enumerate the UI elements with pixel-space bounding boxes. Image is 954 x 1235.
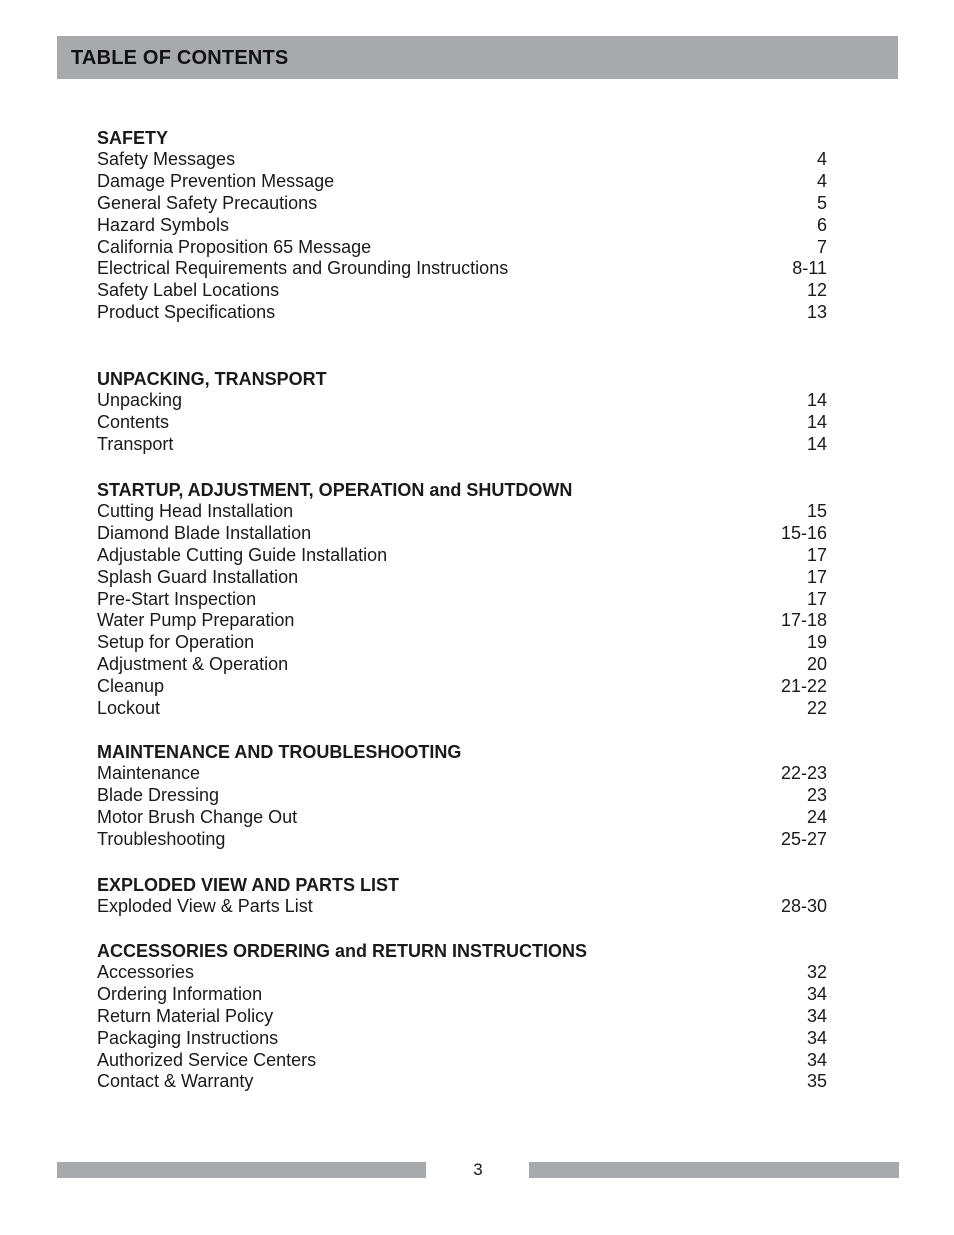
toc-entry (97, 763, 827, 785)
entry-title: Contact & Warranty (97, 1071, 254, 1092)
entry-title: Setup for Operation (97, 632, 255, 653)
toc-entry (97, 501, 827, 523)
toc-section (97, 127, 827, 324)
page-title: TABLE OF CONTENTS (71, 47, 289, 69)
toc-entry (97, 1006, 827, 1028)
footer-bar-left (57, 1162, 426, 1178)
entry-title: Maintenance (97, 763, 201, 783)
entry-title: Cleanup (97, 676, 165, 697)
entry-title: Safety Messages (97, 149, 236, 169)
entry-page-number: 15 (806, 501, 827, 521)
entry-title: Diamond Blade Installation (97, 522, 312, 543)
toc-entry (97, 523, 827, 545)
entry-page-number: 32 (806, 962, 827, 982)
entry-page-number: 28-30 (780, 896, 827, 916)
entry-page-number: 13 (806, 302, 827, 323)
entry-page-number: 7 (816, 236, 827, 257)
entry-page-number: 12 (806, 280, 827, 301)
section-heading: STARTUP, ADJUSTMENT, OPERATION and SHUTDOWN (97, 480, 573, 500)
entry-page-number: 17-18 (780, 610, 827, 631)
entry-page-number: 6 (816, 214, 827, 235)
toc-entry (97, 412, 827, 434)
entry-title: Packaging Instructions (97, 1027, 279, 1048)
section-heading: SAFETY (97, 128, 169, 148)
entry-title: Cutting Head Installation (97, 501, 294, 521)
section-heading: MAINTENANCE AND TROUBLESHOOTING (97, 742, 462, 762)
entry-title: Splash Guard Installation (97, 566, 299, 587)
toc-entry (97, 962, 827, 984)
entry-title: Troubleshooting (97, 828, 226, 849)
entry-title: Contents (97, 411, 170, 432)
entry-page-number: 23 (806, 784, 827, 805)
entry-page-number: 34 (806, 1005, 827, 1026)
entry-page-number: 5 (816, 192, 827, 213)
entry-title: Water Pump Preparation (97, 610, 295, 631)
entry-page-number: 14 (806, 411, 827, 432)
entry-title: Electrical Requirements and Grounding Instructions (97, 258, 509, 279)
toc-entry (97, 302, 827, 324)
entry-title: Accessories (97, 962, 195, 982)
entry-title: Exploded View & Parts List (97, 896, 313, 916)
entry-title: Damage Prevention Message (97, 170, 335, 191)
toc-entry (97, 654, 827, 676)
entry-page-number: 14 (806, 390, 827, 410)
header-bar (57, 36, 898, 79)
toc-entry (97, 171, 827, 193)
entry-page-number: 35 (806, 1071, 827, 1092)
toc-section (97, 368, 827, 456)
entry-page-number: 17 (806, 566, 827, 587)
entry-page-number: 22 (806, 698, 827, 719)
entry-title: General Safety Precautions (97, 192, 318, 213)
section-heading: UNPACKING, TRANSPORT (97, 369, 327, 389)
footer-bar-right (529, 1162, 899, 1178)
toc-entry (97, 434, 827, 456)
entry-page-number: 19 (806, 632, 827, 653)
toc-section (97, 874, 827, 918)
toc-entry (97, 545, 827, 567)
entry-page-number: 22-23 (780, 763, 827, 783)
toc-entry (97, 1028, 827, 1050)
entry-page-number: 17 (806, 588, 827, 609)
toc-entry (97, 149, 827, 171)
entry-title: Lockout (97, 698, 161, 719)
toc-section (97, 940, 827, 1093)
entry-title: Authorized Service Centers (97, 1049, 317, 1070)
toc-section (97, 479, 827, 720)
entry-title: Motor Brush Change Out (97, 806, 298, 827)
toc-entry (97, 193, 827, 215)
entry-title: Return Material Policy (97, 1005, 274, 1026)
entry-title: Ordering Information (97, 983, 263, 1004)
toc-entry (97, 632, 827, 654)
entry-page-number: 21-22 (780, 676, 827, 697)
entry-title: California Proposition 65 Message (97, 236, 372, 257)
entry-page-number: 17 (806, 544, 827, 565)
entry-title: Unpacking (97, 390, 183, 410)
entry-title: Product Specifications (97, 302, 276, 323)
entry-page-number: 34 (806, 1049, 827, 1070)
entry-page-number: 14 (806, 433, 827, 454)
toc-section (97, 741, 827, 851)
toc-entry (97, 1050, 827, 1072)
entry-page-number: 34 (806, 983, 827, 1004)
toc-entry (97, 258, 827, 280)
entry-page-number: 24 (806, 806, 827, 827)
entry-title: Transport (97, 433, 174, 454)
toc-entry (97, 676, 827, 698)
toc-entry (97, 215, 827, 237)
toc-entry (97, 896, 827, 918)
entry-page-number: 34 (806, 1027, 827, 1048)
toc-entry (97, 807, 827, 829)
entry-page-number: 25-27 (780, 828, 827, 849)
entry-page-number: 20 (806, 654, 827, 675)
entry-title: Adjustment & Operation (97, 654, 289, 675)
toc-entry (97, 610, 827, 632)
entry-page-number: 15-16 (780, 522, 827, 543)
toc-entry (97, 237, 827, 259)
toc-entry (97, 1071, 827, 1093)
toc-entry (97, 589, 827, 611)
section-heading: ACCESSORIES ORDERING and RETURN INSTRUCTIONS (97, 941, 588, 961)
page-number: 3 (473, 1160, 483, 1179)
entry-title: Adjustable Cutting Guide Installation (97, 544, 388, 565)
toc-entry (97, 698, 827, 720)
toc-entry (97, 567, 827, 589)
entry-title: Blade Dressing (97, 784, 220, 805)
entry-page-number: 8-11 (792, 258, 827, 279)
entry-title: Hazard Symbols (97, 214, 230, 235)
toc-entry (97, 390, 827, 412)
entry-page-number: 4 (816, 149, 827, 169)
toc-entry (97, 280, 827, 302)
section-heading: EXPLODED VIEW AND PARTS LIST (97, 875, 400, 895)
entry-page-number: 4 (816, 170, 827, 191)
toc-entry (97, 984, 827, 1006)
toc-entry (97, 785, 827, 807)
entry-title: Safety Label Locations (97, 280, 280, 301)
entry-title: Pre-Start Inspection (97, 588, 257, 609)
toc-entry (97, 829, 827, 851)
